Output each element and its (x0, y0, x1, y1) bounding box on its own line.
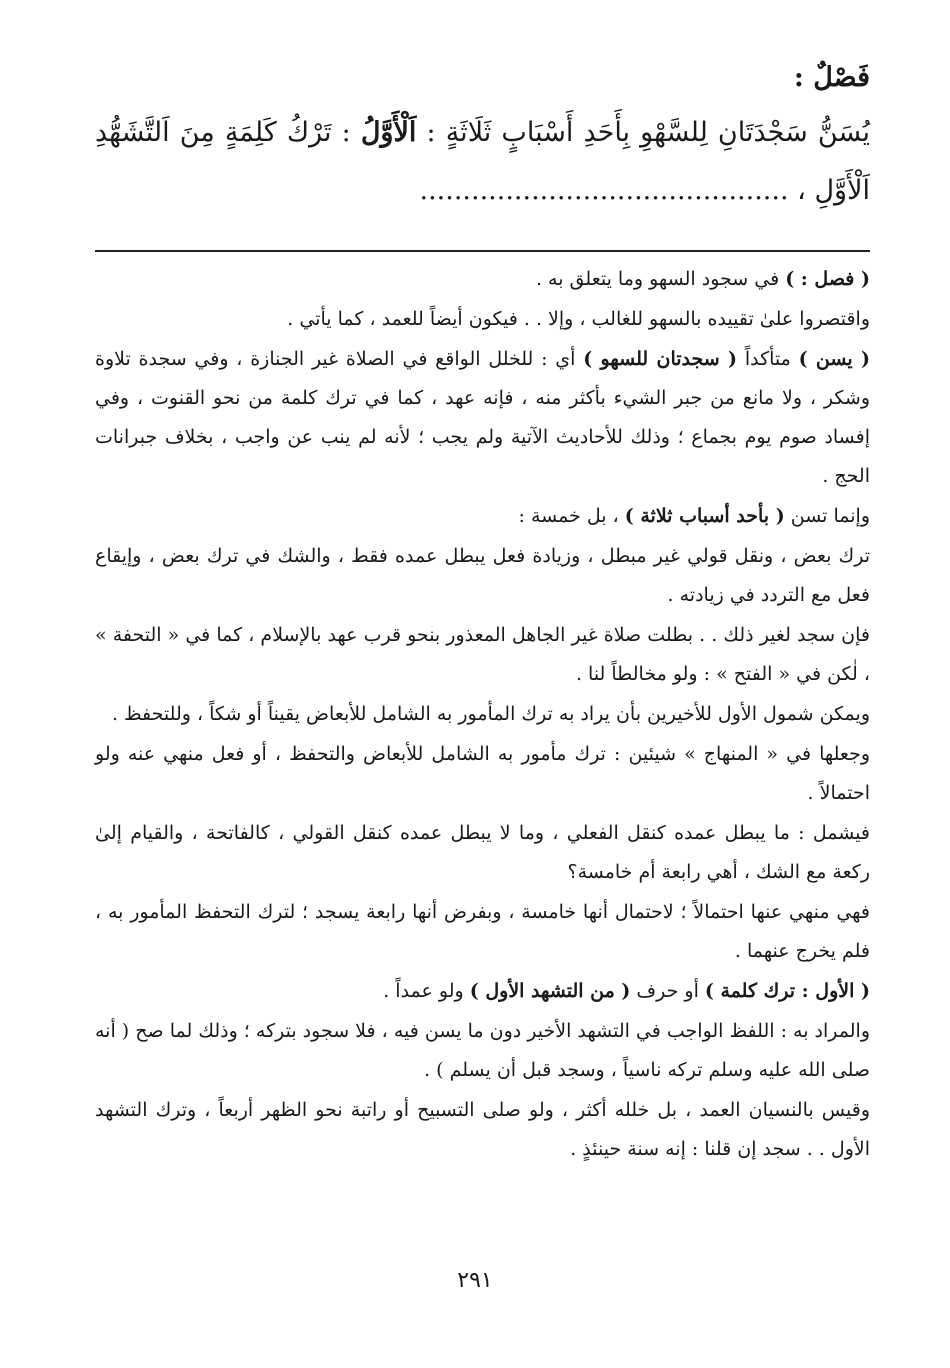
commentary-paragraph: وقيس بالنسيان العمد ، بل خلله أكثر ، ولو صلى التسبيح أو راتبة نحو الظهر أربعاً ، وترك التشهد الأول . . سجد إن قلنا : إنه سنة حينئذٍ . (95, 1099, 870, 1160)
page-body (95, 58, 870, 1169)
matn-line1-post: : تَرْكُ كَلِمَةٍ مِنَ اَلتَّشَهُّدِ (95, 117, 361, 148)
matn-line2: اَلْأَوَّلِ ، (788, 175, 870, 206)
commentary-paragraph: فيشمل : ما يبطل عمده كنقل الفعلي ، وما لا يبطل عمده كنقل القولي ، كالفاتحة ، والقيام إلىٰ ركعة مع الشك ، أهي رابعة أم خامسة؟ (95, 822, 870, 883)
commentary-bold-term: ( من التشهد الأول ) (469, 980, 631, 1002)
commentary-paragraph: ويمكن شمول الأول للأخيرين بأن يراد به ترك المأمور به الشامل للأبعاض يقيناً أو شكاً ، وللتحفظ . (111, 703, 870, 725)
matn-line1-pre: يُسَنُّ سَجْدَتَانِ لِلسَّهْوِ بِأَحَدِ أَسْبَابٍ ثَلَاثَةٍ : (416, 117, 870, 148)
commentary-text: في سجود السهو وما يتعلق به . (535, 268, 786, 290)
matn-line1-bold: اَلْأَوَّلُ (360, 117, 417, 148)
page-number: ٢٩١ (457, 1268, 493, 1293)
commentary (95, 260, 870, 1169)
commentary-bold-term: ( بأحد أسباب ثلاثة ) (624, 505, 785, 527)
commentary-bold-term: ( فصل : ) (785, 268, 870, 290)
matn-dots: ........................................... (419, 175, 789, 206)
commentary-text: متأكداً (737, 348, 799, 370)
commentary-paragraph (95, 497, 870, 536)
commentary-bold-term: ( الأول : ترك كلمة ) (704, 980, 870, 1002)
commentary-paragraph: فهي منهي عنها احتمالاً ؛ لاحتمال أنها خامسة ، وبفرض أنها رابعة يسجد ؛ لترك التحفظ المأمور به ، فلم يخرج عنهما . (95, 901, 870, 962)
commentary-paragraph (95, 340, 870, 496)
commentary-paragraph (95, 260, 870, 299)
commentary-bold-term: ( يسن ) (798, 348, 870, 370)
commentary-text: ، بل خمسة : (518, 505, 625, 527)
commentary-text: أي : للخلل الواقع في الصلاة غير الجنازة ، وفي سجدة تلاوة وشكر ، ولا مانع من جبر الشيء بأكثر منه ، فإنه عهد ، كما في ترك كلمة من نحو القنوت ، وفي إفساد صوم يوم بجماع ؛ وذلك للأحاديث الآتية ولم يجب ؛ لأنه لم ينب عن واجب ، بخلاف جبرانات الحج . (95, 348, 870, 487)
commentary-bold-term: ( سجدتان للسهو ) (583, 348, 738, 370)
commentary-text: ولو عمداً . (383, 980, 470, 1002)
commentary-paragraph: وجعلها في « المنهاج » شيئين : ترك مأمور به الشامل للأبعاض والتحفظ ، أو فعل منهي عنه ولو احتمالاً . (95, 743, 870, 804)
section-heading: فَصْلٌ : (793, 62, 870, 93)
commentary-text: وإنما تسن (784, 505, 870, 527)
commentary-text: أو حرف (630, 980, 705, 1002)
footnote-divider (95, 250, 870, 252)
commentary-paragraph: فإن سجد لغير ذلك . . بطلت صلاة غير الجاهل المعذور بنحو قرب عهد بالإسلام ، كما في « التحفة » ، لٰكن في « الفتح » : ولو مخالطاً لنا . (95, 624, 870, 685)
commentary-paragraph (95, 972, 870, 1011)
commentary-paragraph: واقتصروا علىٰ تقييده بالسهو للغالب ، وإلا . . فيكون أيضاً للعمد ، كما يأتي . (287, 308, 870, 330)
commentary-paragraph: والمراد به : اللفظ الواجب في التشهد الأخير دون ما يسن فيه ، فلا سجود بتركه ؛ وذلك لما صح ( أنه صلى الله عليه وسلم تركه ناسياً ، وسجد قبل أن يسلم ) . (95, 1020, 870, 1081)
matn-text (95, 104, 870, 220)
commentary-paragraph: ترك بعض ، ونقل قولي غير مبطل ، وزيادة فعل يبطل عمده فقط ، والشك في ترك بعض ، وإيقاع فعل مع التردد في زيادته . (95, 545, 870, 606)
